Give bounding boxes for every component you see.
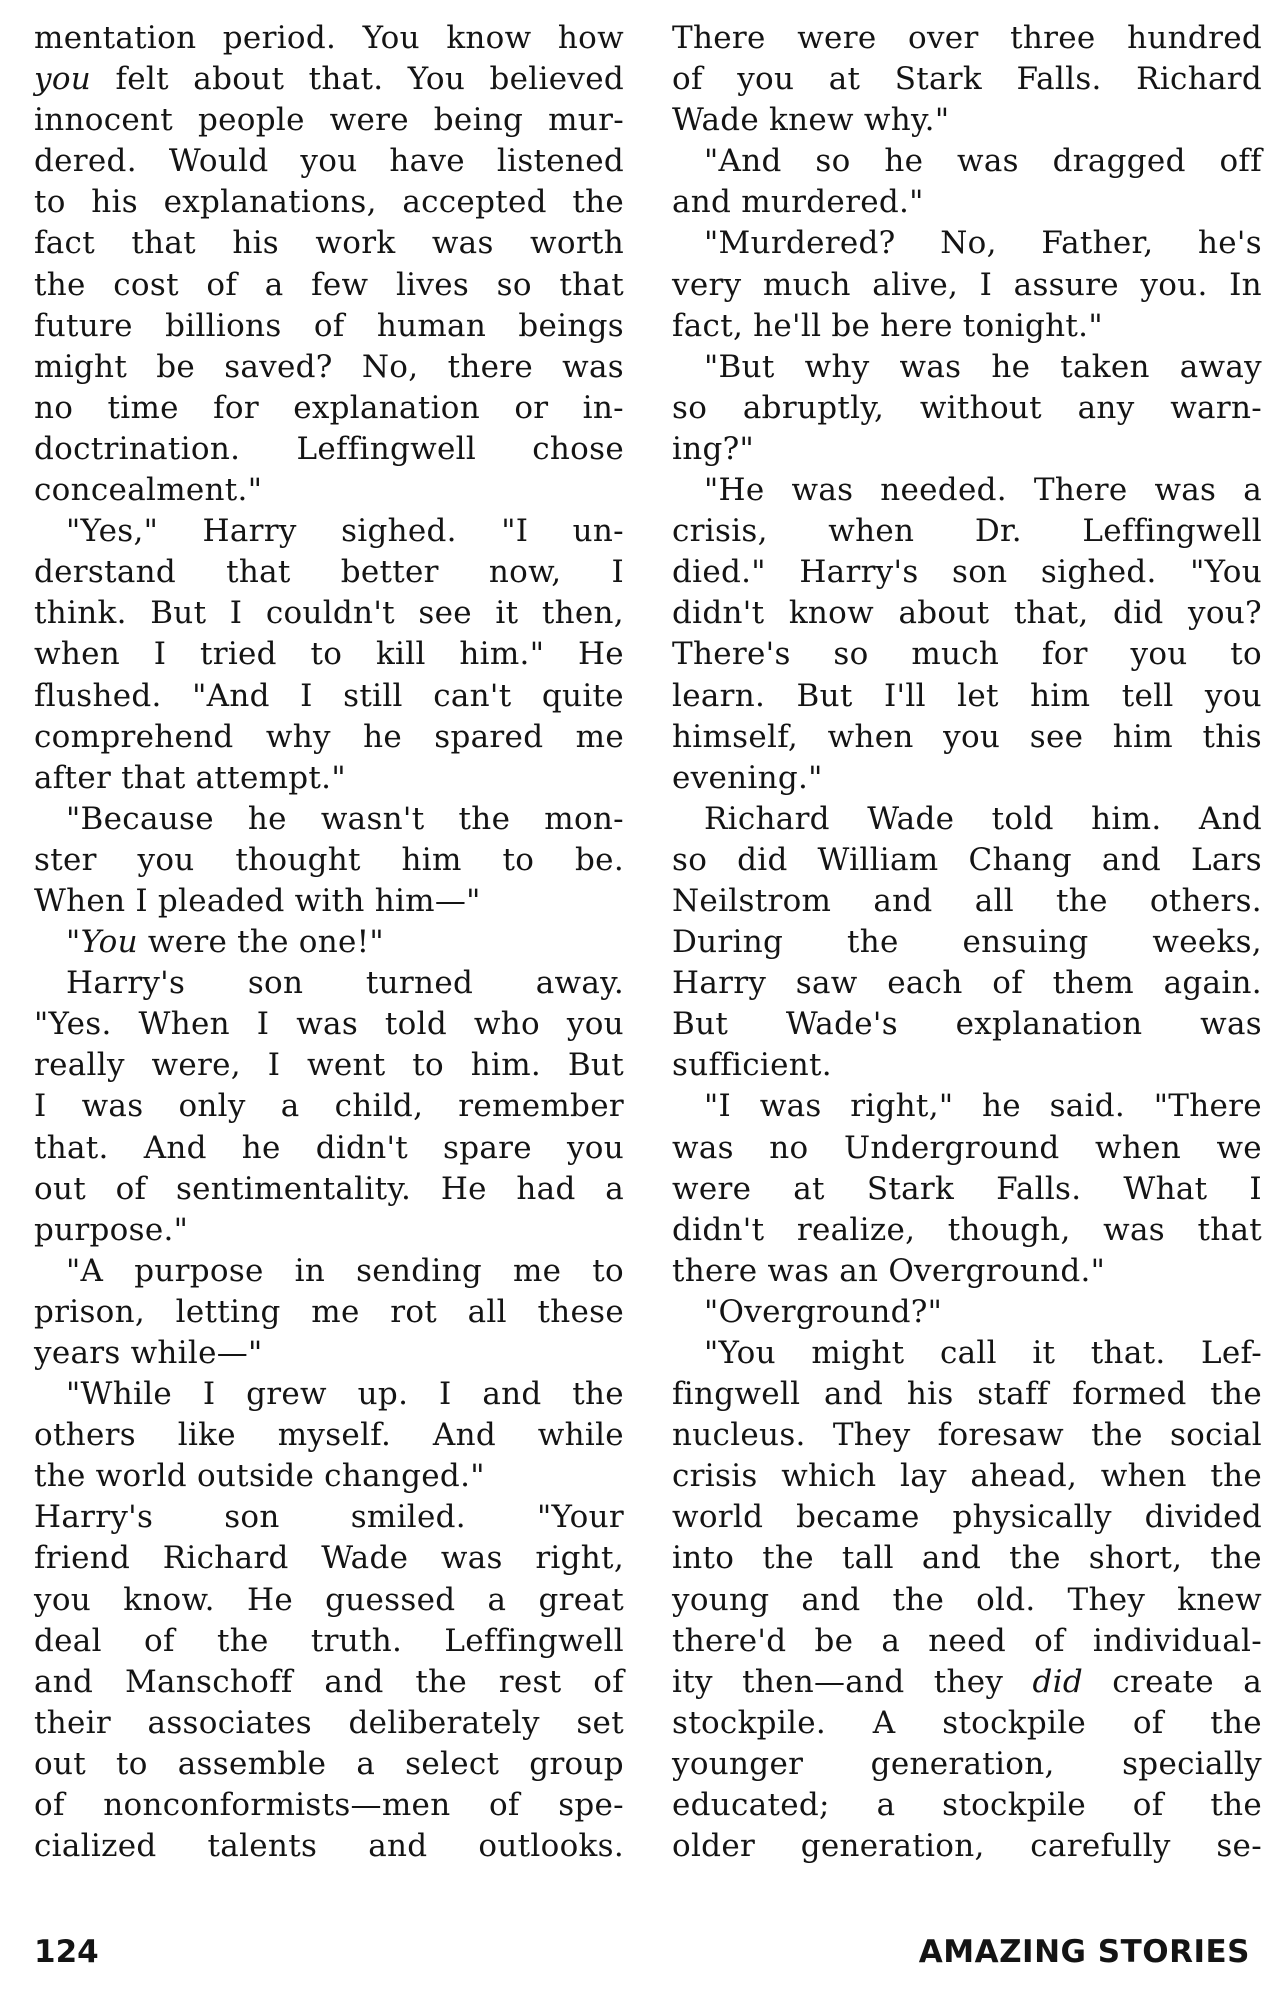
- text-line: and murdered.": [672, 184, 924, 221]
- text-line: didn't realize, though, was that: [672, 1211, 1262, 1248]
- text-line: so abruptly, without any warn-: [672, 389, 1262, 426]
- text-line: the world outside changed.": [34, 1458, 485, 1495]
- text-line: Harry saw each of them again.: [672, 965, 1262, 1002]
- text-line: "You were the one!": [66, 924, 384, 961]
- text-line: very much alive, I assure you. In: [672, 266, 1262, 303]
- text-line: sufficient.: [672, 1047, 832, 1084]
- text-line: really were, I went to him. But: [34, 1047, 624, 1084]
- text-line: himself, when you see him this: [672, 718, 1262, 755]
- text-line: There were over three hundred: [672, 20, 1262, 56]
- text-line: concealment.": [34, 472, 263, 509]
- text-line: But Wade's explanation was: [672, 1006, 1262, 1043]
- text-line: deal of the truth. Leffingwell: [34, 1622, 624, 1659]
- text-line: "I was right," he said. "There: [704, 1088, 1262, 1125]
- text-line: there'd be a need of individual-: [672, 1622, 1262, 1659]
- text-line: crisis which lay ahead, when the: [672, 1458, 1262, 1495]
- text-line: comprehend why he spared me: [34, 718, 624, 755]
- page-number: 124: [34, 1934, 99, 1970]
- text-line: flushed. "And I still can't quite: [34, 677, 624, 714]
- text-line: so did William Chang and Lars: [672, 841, 1262, 878]
- text-line: "But why was he taken away: [704, 348, 1262, 385]
- text-line: friend Richard Wade was right,: [34, 1540, 624, 1577]
- text-line: "You might call it that. Lef-: [704, 1335, 1262, 1371]
- text-line: learn. But I'll let him tell you: [672, 677, 1262, 714]
- text-line: prison, letting me rot all these: [34, 1293, 624, 1330]
- text-line: future billions of human beings: [34, 307, 624, 344]
- text-line: younger generation, specially: [672, 1745, 1262, 1782]
- text-line: innocent people were being mur-: [34, 102, 624, 139]
- text-line: the cost of a few lives so that: [34, 266, 624, 303]
- text-line: During the ensuing weeks,: [672, 924, 1262, 961]
- text-line: out to assemble a select group: [34, 1745, 624, 1782]
- text-line: you know. He guessed a great: [34, 1581, 624, 1618]
- text-line: ity then—and they did create a: [672, 1663, 1262, 1700]
- text-line: of you at Stark Falls. Richard: [672, 61, 1262, 98]
- text-line: didn't know about that, did you?: [672, 595, 1262, 632]
- text-line: "While I grew up. I and the: [66, 1376, 624, 1413]
- text-line: Harry's son smiled. "Your: [34, 1499, 624, 1536]
- text-line: ster you thought him to be.: [34, 841, 624, 878]
- text-line: others like myself. And while: [34, 1417, 624, 1454]
- text-line: were at Stark Falls. What I: [672, 1170, 1262, 1207]
- text-line: after that attempt.": [34, 759, 346, 796]
- text-line: "He was needed. There was a: [704, 472, 1262, 509]
- text-line: to his explanations, accepted the: [34, 184, 624, 221]
- text-line: ing?": [672, 430, 755, 467]
- text-line: might be saved? No, there was: [34, 348, 624, 385]
- text-line: fact, he'll be here tonight.": [672, 307, 1103, 344]
- text-line: "Because he wasn't the mon-: [66, 800, 624, 837]
- text-line: was no Underground when we: [672, 1129, 1262, 1166]
- text-line: "Yes," Harry sighed. "I un-: [66, 513, 624, 550]
- text-line: fact that his work was worth: [34, 225, 624, 262]
- text-line: "Yes. When I was told who you: [34, 1006, 624, 1043]
- running-head: AMAZING STORIES: [918, 1934, 1250, 1970]
- text-line: of nonconformists—men of spe-: [34, 1787, 624, 1824]
- text-line: doctrination. Leffingwell chose: [34, 430, 624, 467]
- text-line: Harry's son turned away.: [66, 965, 624, 1002]
- text-line: crisis, when Dr. Leffingwell: [672, 513, 1262, 550]
- text-line: stockpile. A stockpile of the: [672, 1704, 1262, 1741]
- text-line: educated; a stockpile of the: [672, 1787, 1262, 1824]
- text-line: When I pleaded with him—": [34, 882, 481, 919]
- text-line: out of sentimentality. He had a: [34, 1170, 624, 1207]
- text-line: Wade knew why.": [672, 102, 950, 139]
- text-line: derstand that better now, I: [34, 554, 624, 591]
- text-line: world became physically divided: [672, 1499, 1262, 1536]
- text-line: cialized talents and outlooks.: [34, 1828, 624, 1865]
- text-line: into the tall and the short, the: [672, 1540, 1262, 1577]
- text-line: there was an Overground.": [672, 1252, 1106, 1289]
- text-line: purpose.": [34, 1211, 189, 1248]
- text-line: older generation, carefully se-: [672, 1828, 1262, 1865]
- text-line: young and the old. They knew: [672, 1581, 1262, 1618]
- text-line: no time for explanation or in-: [34, 389, 624, 426]
- text-line: fingwell and his staff formed the: [672, 1376, 1262, 1413]
- text-line: "And so he was dragged off: [704, 143, 1262, 180]
- text-line: I was only a child, remember: [34, 1088, 624, 1125]
- text-line: think. But I couldn't see it then,: [34, 595, 624, 632]
- text-line: "Overground?": [704, 1293, 943, 1330]
- text-line: nucleus. They foresaw the social: [672, 1417, 1262, 1454]
- left-text-column: [34, 18, 624, 1867]
- text-line: that. And he didn't spare you: [34, 1129, 624, 1166]
- text-line: you felt about that. You believed: [34, 61, 624, 98]
- text-line: "A purpose in sending me to: [66, 1252, 624, 1289]
- text-line: died." Harry's son sighed. "You: [672, 554, 1262, 591]
- text-line: There's so much for you to: [672, 636, 1262, 673]
- text-line: Neilstrom and all the others.: [672, 882, 1262, 919]
- text-line: evening.": [672, 759, 823, 796]
- text-line: "Murdered? No, Father, he's: [704, 225, 1262, 262]
- text-line: when I tried to kill him." He: [34, 636, 624, 673]
- text-line: years while—": [34, 1335, 263, 1371]
- right-text-column: [672, 18, 1262, 1867]
- text-line: and Manschoff and the rest of: [34, 1663, 624, 1700]
- text-line: their associates deliberately set: [34, 1704, 624, 1741]
- text-line: dered. Would you have listened: [34, 143, 624, 180]
- text-line: mentation period. You know how: [34, 20, 624, 56]
- text-line: Richard Wade told him. And: [704, 800, 1262, 837]
